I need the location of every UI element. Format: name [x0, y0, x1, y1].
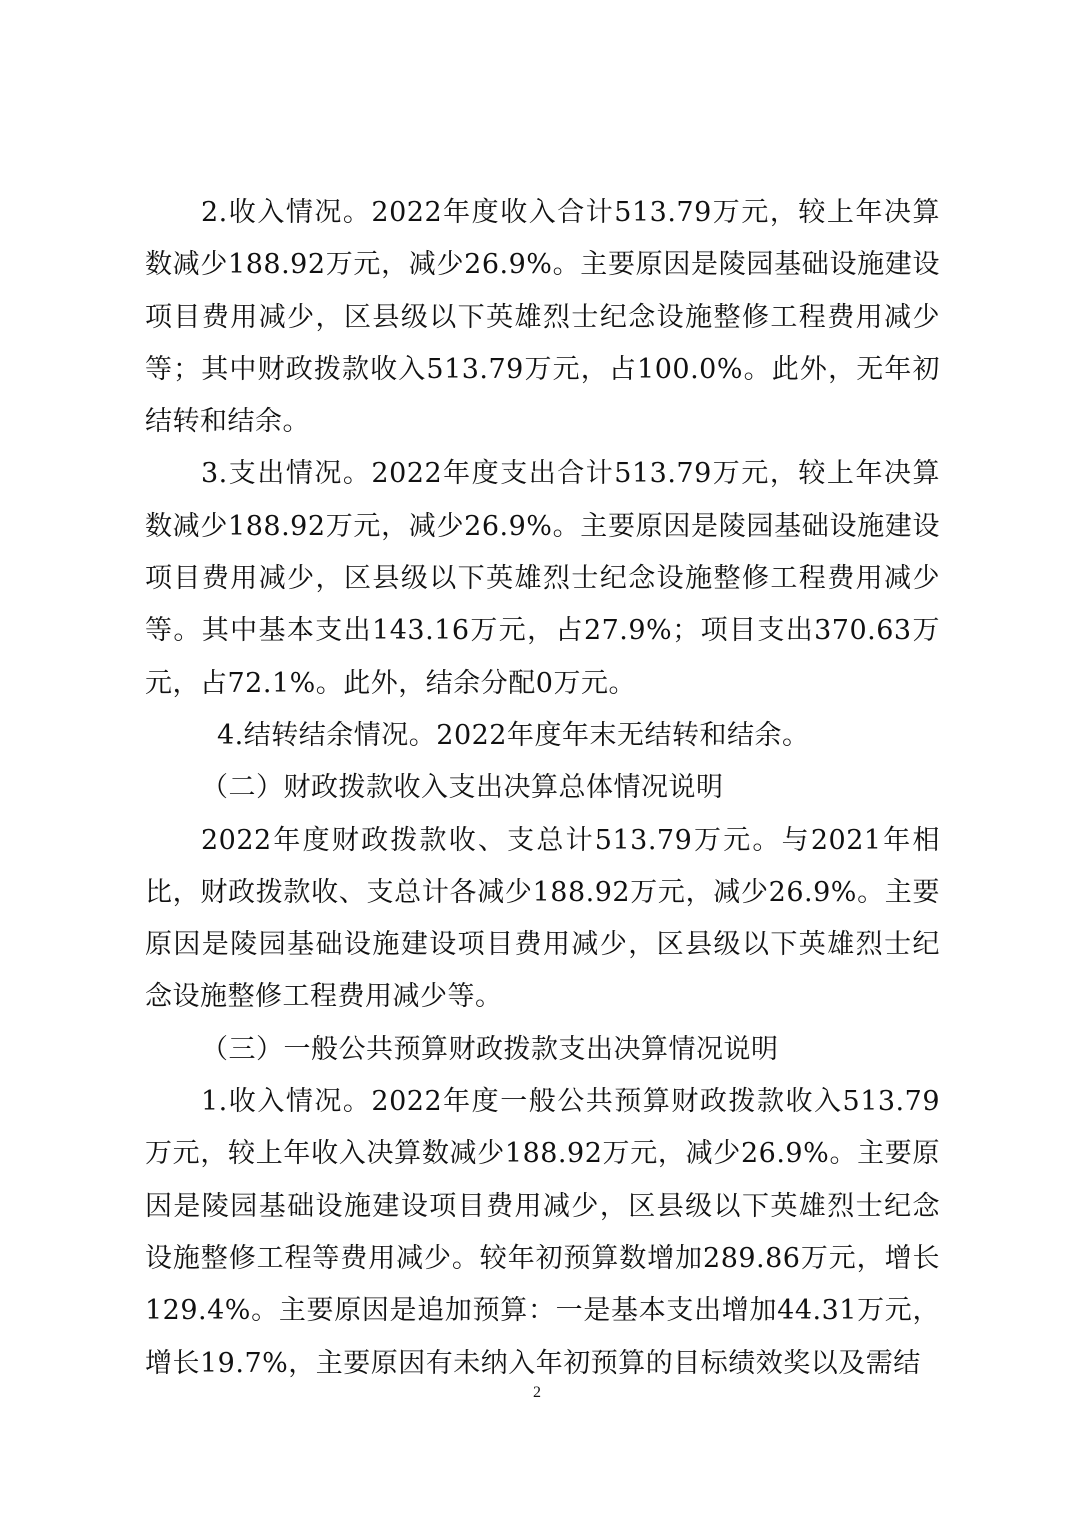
section-heading-3: （三）一般公共预算财政拨款支出决算情况说明 — [201, 1033, 779, 1065]
section-heading-2: （二）财政拨款收入支出决算总体情况说明 — [201, 772, 724, 804]
page-number: 2 — [533, 1384, 541, 1401]
body-text — [145, 187, 940, 1390]
paragraph-income: 2.收入情况。2022年度收入合计513.79万元，较上年决算数减少188.92万元，减少26.9%。主要原因是陵园基础设施建设项目费用减少，区县级以下英雄烈士纪念设施整修工程费用减少等；其中财政拨款收入513.79万元，占100.0%。此外，无年初结转和结余。 — [145, 197, 940, 438]
paragraph-carryover: 4.结转结余情况。2022年度年末无结转和结余。 — [217, 719, 810, 751]
paragraph-expenditure: 3.支出情况。2022年度支出合计513.79万元，较上年决算数减少188.92万元，减少26.9%。主要原因是陵园基础设施建设项目费用减少，区县级以下英雄烈士纪念设施整修工程费用减少等。其中基本支出143.16万元，占27.9%；项目支出370.63万元，占72.1%。此外，结余分配0万元。 — [145, 458, 940, 699]
paragraph-general-budget-income: 1.收入情况。2022年度一般公共预算财政拨款收入513.79万元，较上年收入决算数减少188.92万元，减少26.9%。主要原因是陵园基础设施建设项目费用减少，区县级以下英雄烈士纪念设施整修工程等费用减少。较年初预算数增加289.86万元，增长129.4%。主要原因是追加预算：一是基本支出增加44.31万元，增长19.7%，主要原因有未纳入年初预算的目标绩效奖以及需结 — [145, 1086, 940, 1379]
paragraph-fiscal-total: 2022年度财政拨款收、支总计513.79万元。与2021年相比，财政拨款收、支总计各减少188.92万元，减少26.9%。主要原因是陵园基础设施建设项目费用减少，区县级以下英雄烈士纪念设施整修工程费用减少等。 — [145, 824, 940, 1013]
